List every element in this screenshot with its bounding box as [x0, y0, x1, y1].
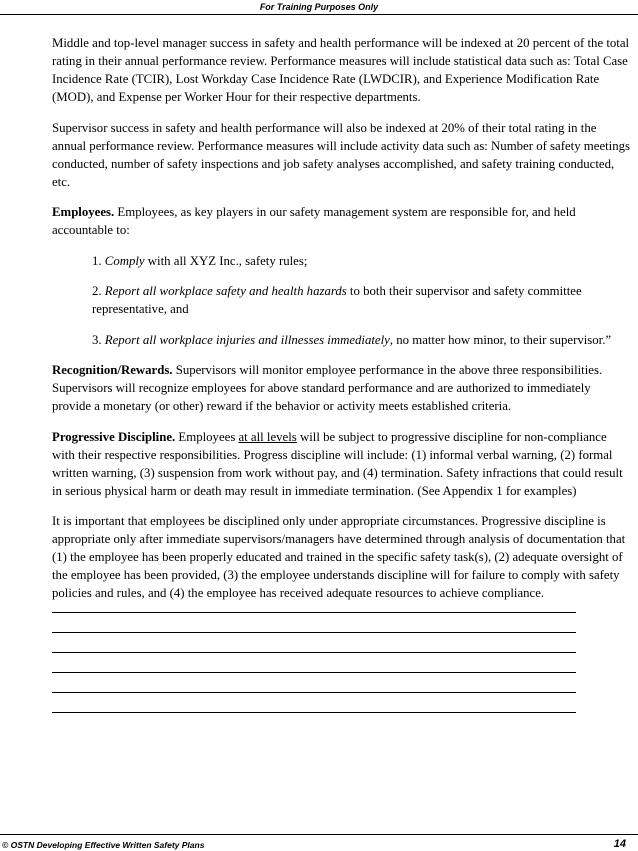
header-text: For Training Purposes Only [259, 2, 379, 12]
list-item-2-emphasis: Report all workplace safety and health hazards [104, 284, 347, 298]
list-item-3 [92, 331, 630, 349]
list-item-2-number: 2. [92, 284, 105, 298]
page-footer [0, 838, 638, 851]
list-item-3-number: 3. [92, 332, 105, 347]
employees-heading: Employees. [52, 205, 115, 219]
discipline-paragraph [52, 428, 630, 500]
page-number: 14 [613, 838, 626, 850]
blank-line [52, 612, 576, 613]
blank-line [52, 712, 576, 713]
discipline-text-b: will be subject to progressive discipline for non-compliance with their respective responsibilities. Progress discipline will include: (1) informal verbal warning, (2) formal written warning, (3) suspension from work without pay, and (4) termination. Safety infractions that could result in serious physical harm or death may result in immediate termination. (See Appendix 1 for examples) [52, 429, 623, 498]
footer-rule [0, 834, 638, 835]
supervisor-paragraph: Supervisor success in safety and health performance will also be indexed at 20% of their total rating in the annual performance review. Performance measures will include activity data such as: Number of safety meetings conducted, number of safety inspections and job safety analyses accomplished, and safety training conducted, etc. [52, 120, 631, 189]
list-item-1 [92, 252, 630, 270]
recognition-text: Supervisors will monitor employee performance in the above three responsibilities. Supervisors will recognize employees for above standard performance and are authorized to immediately provide a monetary (or other) reward if the behavior or activity meets established criteria. [52, 363, 603, 413]
list-item-3-emphasis: Report all workplace injuries and illnesses immediately [104, 332, 390, 347]
discipline-underlined-text: at all levels [238, 429, 297, 444]
list-item-1-text: with all XYZ Inc., safety rules; [144, 253, 308, 268]
list-item-1-number: 1. [92, 253, 105, 268]
employees-paragraph [52, 203, 630, 239]
circumstances-paragraph: It is important that employees be disciplined only under appropriate circumstances. Progressive discipline is appropriate only after immediate supervisors/managers have determined through analysis of documentation that (1) the employee has been properly educated and trained in the specific safety task(s), (2) adequate oversight of the employee has been provided, (3) the employee understands discipline will for failure to comply with safety policies and rules, and (4) the employee has received adequate resources to achieve compliance. [52, 514, 626, 600]
blank-line [52, 692, 576, 693]
manager-paragraph: Middle and top-level manager success in safety and health performance will be indexed at 20 percent of the total rating in their annual performance review. Performance measures will include statistical data such as: Total Case Incidence Rate (TCIR), Lost Workday Case Incidence Rate (LWDCIR), and Experience Modification Rate (MOD), and Expense per Worker Hour for their respective departments. [52, 36, 630, 104]
blank-line [52, 652, 576, 653]
discipline-heading: Progressive Discipline. [52, 429, 176, 444]
employees-text: Employees, as key players in our safety management system are responsible for, and held accountable to: [52, 205, 576, 237]
recognition-heading: Recognition/Rewards. [52, 363, 173, 377]
list-item-1-emphasis: Comply [104, 253, 145, 268]
document-body [52, 34, 630, 732]
discipline-text-a: Employees [175, 429, 239, 444]
list-item-2-text: to both their supervisor and safety committee representative, and [92, 284, 582, 316]
footer-copyright: © OSTN Developing Effective Written Safety Plans [2, 840, 205, 850]
list-item-2 [92, 282, 630, 318]
blank-line [52, 632, 576, 633]
blank-line [52, 672, 576, 673]
recognition-paragraph [52, 361, 630, 415]
page-header [0, 0, 638, 15]
blank-writing-lines [52, 612, 630, 713]
list-item-3-text: , no matter how minor, to their supervisor.” [389, 332, 612, 347]
